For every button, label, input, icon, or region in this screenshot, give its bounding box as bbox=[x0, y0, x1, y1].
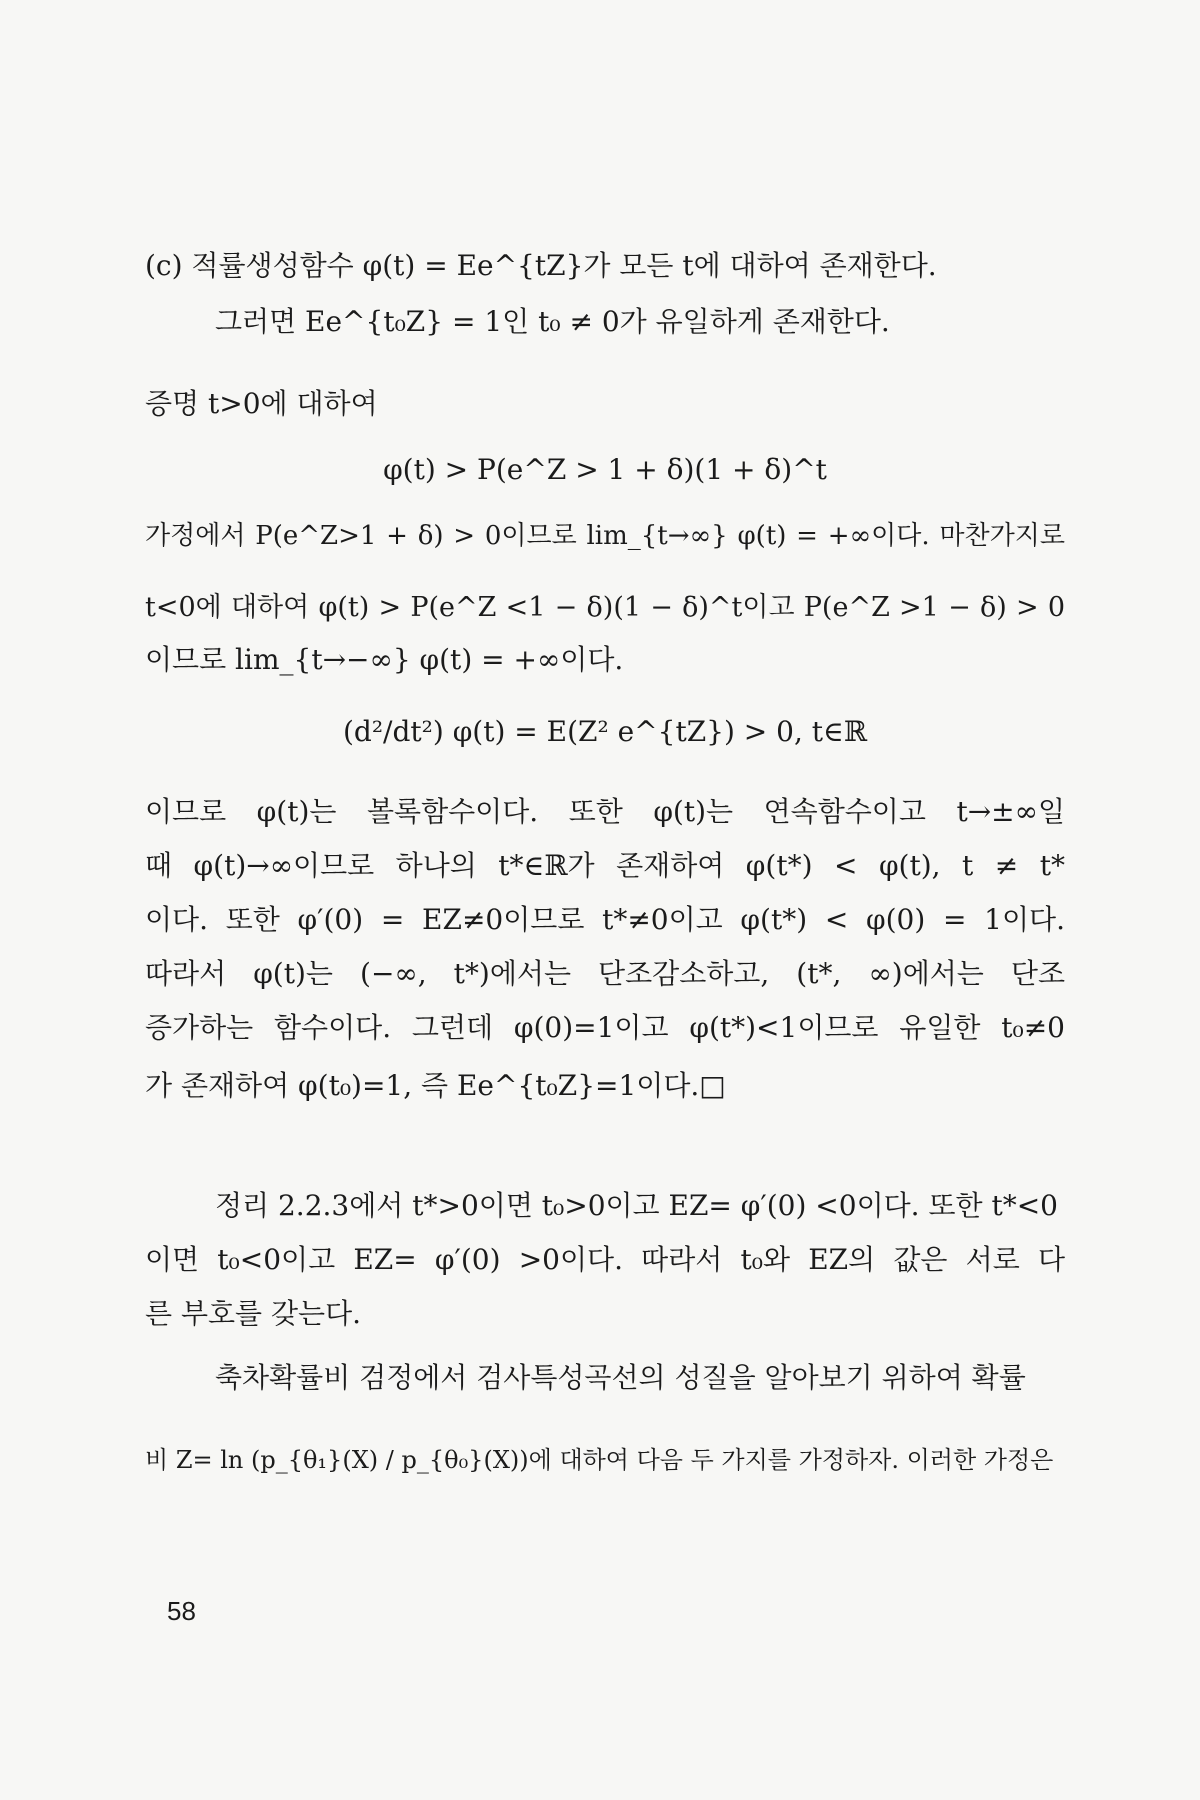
proof-line: t<0에 대하여 φ(t) > P(e^Z <1 − δ)(1 − δ)^t이고 P(e^Z >1 − δ) > 0 bbox=[145, 592, 1065, 623]
proof-line: 가정에서 P(e^Z>1 + δ) > 0이므로 lim_{t→∞} φ(t) = +∞이다. 마찬가지로 bbox=[145, 521, 1065, 551]
proof-line: 증가하는 함수이다. 그런데 φ(0)=1이고 φ(t*)<1이므로 유일한 t₀≠0 bbox=[145, 1011, 1065, 1044]
page-number: 58 bbox=[167, 1596, 196, 1626]
proof-line: 때 φ(t)→∞이므로 하나의 t*∈ℝ가 존재하여 φ(t*) < φ(t), t ≠ t* bbox=[145, 849, 1065, 882]
paragraph-line: 축차확률비 검정에서 검사특성곡선의 성질을 알아보기 위하여 확률 bbox=[215, 1361, 1026, 1394]
equation-2: (d²/dt²) φ(t) = E(Z² e^{tZ}) > 0, t∈ℝ bbox=[342, 715, 868, 748]
theorem-part-c-cont: 그러면 Ee^{t₀Z} = 1인 t₀ ≠ 0가 유일하게 존재한다. bbox=[215, 305, 890, 338]
paragraph-line: 른 부호를 갖는다. bbox=[145, 1297, 362, 1330]
paragraph-line: 비 Z= ln (p_{θ₁}(X) / p_{θ₀}(X))에 대하여 다음 두 가지를 가정하자. 이러한 가정은 bbox=[145, 1446, 1054, 1474]
proof-line: 이다. 또한 φ′(0) = EZ≠0이므로 t*≠0이고 φ(t*) < φ(0) = 1이다. bbox=[145, 903, 1065, 936]
paragraph-line: 이면 t₀<0이고 EZ= φ′(0) >0이다. 따라서 t₀와 EZ의 값은 서로 다 bbox=[145, 1243, 1065, 1276]
paragraph-line: 정리 2.2.3에서 t*>0이면 t₀>0이고 EZ= φ′(0) <0이다. 또한 t*<0 bbox=[215, 1189, 1058, 1222]
theorem-part-c: (c) 적률생성함수 φ(t) = Ee^{tZ}가 모든 t에 대하여 존재한다. bbox=[145, 249, 937, 282]
equation-1: φ(t) > P(e^Z > 1 + δ)(1 + δ)^t bbox=[383, 453, 827, 486]
proof-line: 이므로 φ(t)는 볼록함수이다. 또한 φ(t)는 연속함수이고 t→±∞일 bbox=[145, 795, 1065, 828]
proof-end: 가 존재하여 φ(t₀)=1, 즉 Ee^{t₀Z}=1이다.□ bbox=[145, 1069, 726, 1102]
proof-line: 따라서 φ(t)는 (−∞, t*)에서는 단조감소하고, (t*, ∞)에서는 단조 bbox=[145, 957, 1065, 990]
proof-line: 이므로 lim_{t→−∞} φ(t) = +∞이다. bbox=[145, 643, 624, 676]
proof-start: 증명 t>0에 대하여 bbox=[145, 387, 378, 420]
